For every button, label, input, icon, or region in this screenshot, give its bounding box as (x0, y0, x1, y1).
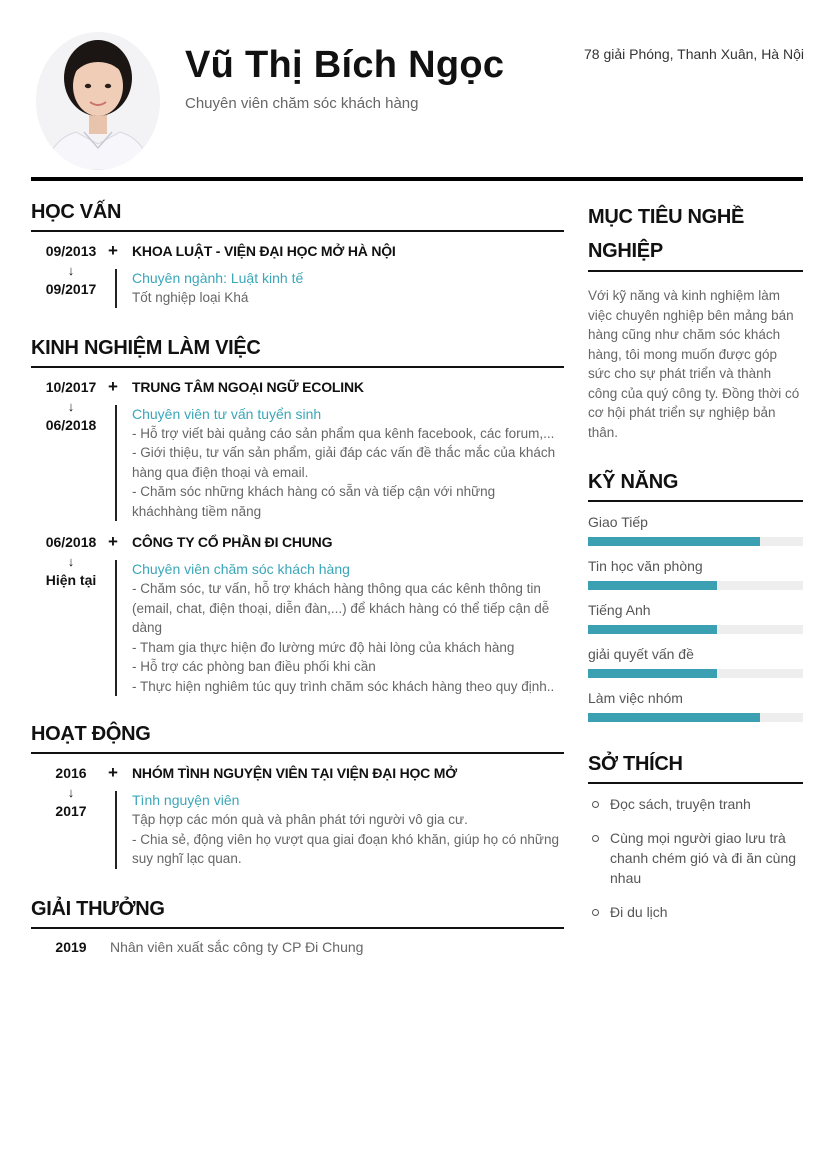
entry-description-line: - Hỗ trợ viết bài quảng cáo sản phẩm qua kênh facebook, các forum,... (132, 425, 555, 441)
experience-entry (31, 378, 564, 522)
circle-bullet-icon (592, 835, 599, 842)
header-divider (31, 177, 803, 181)
section-heading-hobbies: SỞ THÍCH (588, 752, 803, 784)
contact-address: 78 giải Phóng, Thanh Xuân, Hà Nội (583, 46, 804, 62)
skill-item (588, 600, 803, 634)
skill-item (588, 688, 803, 722)
plus-icon: + (108, 763, 118, 782)
hobbies-section (588, 752, 803, 922)
entry-role: Chuyên viên chăm sóc khách hàng (132, 561, 350, 577)
education-entry (31, 242, 564, 308)
skill-bar-fill (588, 713, 760, 722)
entry-end-date: Hiện tại (45, 572, 97, 588)
candidate-title: Chuyên viên chăm sóc khách hàng (185, 95, 419, 112)
skill-bar-track (588, 537, 803, 546)
section-heading-education: HỌC VẤN (31, 200, 564, 232)
entry-dates (31, 242, 111, 299)
plus-icon: + (108, 241, 118, 260)
entry-description-line: - Hỗ trợ các phòng ban điều phối khi cần (132, 659, 376, 674)
skill-bar-fill (588, 669, 717, 678)
entry-organization: CÔNG TY CỔ PHẦN ĐI CHUNG (132, 534, 333, 550)
skill-bar-fill (588, 537, 760, 546)
objective-text: Với kỹ năng và kinh nghiệm làm việc chuyên nghiệp bên mảng bán hàng cũng như chăm sóc khách hàng, tôi mong muốn được góp sức cho sự phát triển và thành công của quý công ty. Đồng thời có cơ hội phát triển sự nghiệp bản thân. (588, 288, 800, 440)
skills-list (588, 512, 803, 722)
hobby-item (588, 902, 803, 922)
activities-section (31, 722, 564, 869)
awards-section (31, 897, 564, 955)
profile-photo (36, 32, 160, 170)
skill-label: Làm việc nhóm (588, 690, 683, 706)
section-heading-activities: HOẠT ĐỘNG (31, 722, 564, 754)
circle-bullet-icon (592, 909, 599, 916)
arrow-down-icon: ↓ (67, 785, 75, 800)
entry-dates (31, 533, 111, 590)
circle-bullet-icon (592, 801, 599, 808)
activity-entry (31, 764, 564, 869)
entry-organization: TRUNG TÂM NGOẠI NGỮ ECOLINK (132, 378, 364, 395)
section-heading-skills: KỸ NĂNG (588, 470, 803, 502)
hobby-item (588, 828, 803, 888)
entry-start-date: 09/2013 (45, 243, 97, 259)
skill-label: giải quyết vấn đề (588, 646, 694, 662)
skill-item (588, 644, 803, 678)
entry-description-line: - Giới thiệu, tư vấn sản phẩm, giải đáp các vấn đề thắc mắc của khách hàng qua điện thoại và email. (132, 445, 556, 480)
entry-description-line: Tốt nghiệp loại Khá (132, 290, 249, 305)
award-year: 2019 (55, 938, 87, 955)
entry-description-line: - Chăm sóc những khách hàng có sẵn và tiếp cận với những kháchhàng tiềm năng (132, 484, 496, 519)
hobby-text: Đọc sách, truyện tranh (610, 796, 751, 812)
skill-bar-track (588, 581, 803, 590)
candidate-name: Vũ Thị Bích Ngọc (185, 44, 505, 86)
entry-description-line: - Chăm sóc, tư vấn, hỗ trợ khách hàng thông qua các kênh thông tin (email, chat, điện thoại, diễn đàn,...) để khách hàng có thể tiếp cận dễ dàng (132, 581, 550, 635)
plus-icon: + (108, 376, 118, 396)
entry-organization: KHOA LUẬT - VIỆN ĐẠI HỌC MỞ HÀ NỘI (132, 243, 396, 259)
entry-start-date: 2016 (55, 765, 87, 781)
skill-bar-track (588, 625, 803, 634)
profile-photo-illustration (36, 32, 160, 170)
experience-section (31, 336, 564, 697)
education-section (31, 200, 564, 308)
entry-end-date: 06/2018 (45, 416, 97, 433)
entry-end-date: 09/2017 (45, 281, 97, 297)
award-item (31, 939, 564, 955)
skill-label: Tiếng Anh (588, 602, 651, 618)
entry-dates (31, 764, 111, 821)
entry-description-line: Tập hợp các món quà và phân phát tới người vô gia cư. (132, 812, 468, 827)
entry-description-line: - Tham gia thực hiện đo lường mức độ hài lòng của khách hàng (132, 639, 515, 655)
section-heading-awards: GIẢI THƯỞNG (31, 897, 564, 929)
arrow-down-icon: ↓ (67, 554, 75, 569)
right-column (588, 200, 803, 936)
skill-bar-track (588, 669, 803, 678)
entry-description-line: - Thực hiện nghiêm túc quy trình chăm sóc khách hàng theo quy định.. (132, 678, 555, 694)
hobby-text: Đi du lịch (610, 904, 668, 920)
skill-label: Giao Tiếp (588, 514, 648, 530)
skill-item (588, 556, 803, 590)
entry-end-date: 2017 (55, 803, 87, 819)
entry-start-date: 06/2018 (45, 534, 97, 550)
section-heading-experience: KINH NGHIỆM LÀM VIỆC (31, 336, 564, 368)
section-heading-objective: MỤC TIÊU NGHỀ NGHIỆP (588, 200, 803, 272)
left-column (31, 200, 564, 955)
hobby-item (588, 794, 803, 814)
entry-content (115, 405, 564, 522)
objective-section (588, 200, 803, 442)
entry-content (115, 791, 564, 869)
entry-role: Tình nguyện viên (132, 792, 240, 808)
skill-label: Tin học văn phòng (588, 558, 703, 574)
skill-bar-track (588, 713, 803, 722)
hobbies-list (588, 794, 803, 922)
entry-description-line: - Chia sẻ, động viên họ vượt qua giai đoạn khó khăn, giúp họ có những suy nghĩ lạc quan. (132, 831, 559, 866)
skill-bar-fill (588, 625, 717, 634)
entry-organization: NHÓM TÌNH NGUYỆN VIÊN TẠI VIỆN ĐẠI HỌC MỞ (132, 765, 457, 781)
skill-item (588, 512, 803, 546)
arrow-down-icon: ↓ (67, 398, 75, 414)
award-text: Nhân viên xuất sắc công ty CP Đi Chung (110, 938, 364, 955)
experience-entry (31, 533, 564, 696)
skills-section (588, 470, 803, 722)
arrow-down-icon: ↓ (67, 263, 75, 278)
entry-role: Chuyên viên tư vấn tuyển sinh (132, 405, 322, 422)
hobby-text: Cùng mọi người giao lưu trà chanh chém gió và đi ăn cùng nhau (610, 830, 797, 886)
entry-content (115, 560, 564, 696)
entry-content (115, 269, 564, 308)
skill-bar-fill (588, 581, 717, 590)
entry-start-date: 10/2017 (45, 378, 97, 395)
entry-role: Chuyên ngành: Luật kinh tế (132, 270, 304, 286)
entry-dates (31, 378, 111, 435)
plus-icon: + (108, 532, 118, 551)
